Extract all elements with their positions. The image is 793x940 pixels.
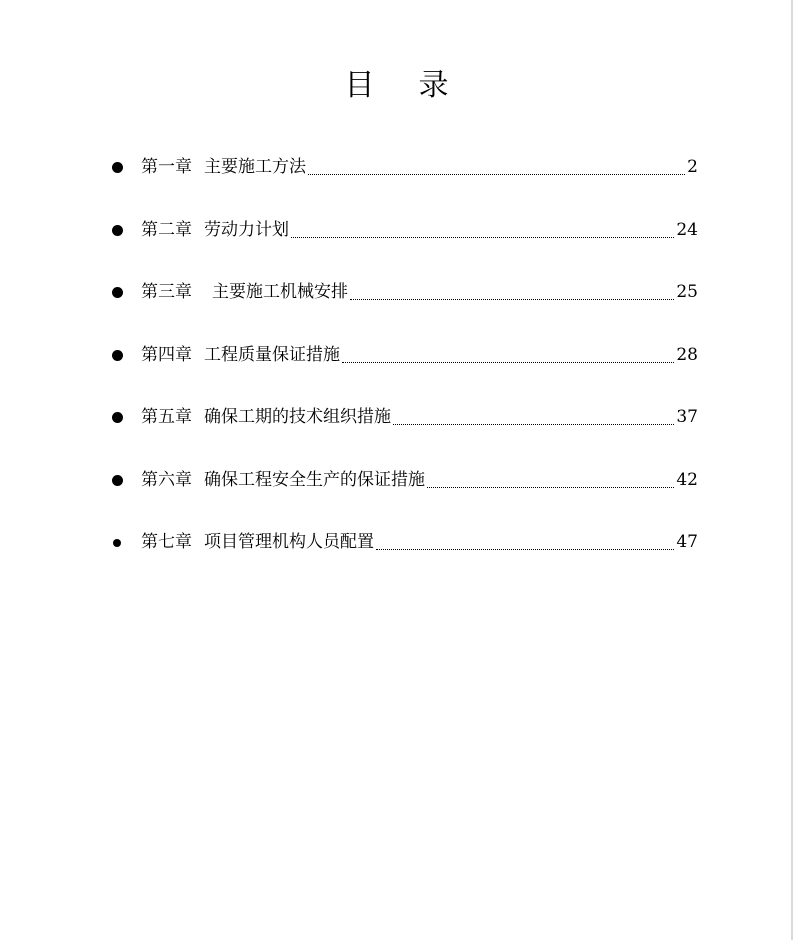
bullet-icon bbox=[112, 412, 123, 423]
toc-chapter-title: 确保工程安全生产的保证措施 bbox=[204, 469, 425, 490]
toc-chapter-label: 第三章 bbox=[141, 282, 192, 302]
toc-chapter-label: 第六章 bbox=[141, 469, 192, 490]
toc-page-number: 42 bbox=[676, 469, 698, 490]
toc-entry-text bbox=[141, 213, 698, 247]
bullet-icon bbox=[112, 225, 123, 236]
dot-leader bbox=[342, 362, 674, 363]
toc-entry-text bbox=[141, 463, 698, 497]
toc-chapter-title: 确保工期的技术组织措施 bbox=[204, 407, 391, 427]
toc-entry-4[interactable] bbox=[108, 338, 698, 401]
toc-entry-1[interactable] bbox=[108, 150, 698, 213]
toc-entry-text bbox=[141, 275, 698, 309]
toc-page-number: 24 bbox=[676, 219, 698, 240]
title-char-2: 录 bbox=[418, 68, 449, 104]
toc-entry-text bbox=[141, 150, 698, 184]
toc-chapter-title: 劳动力计划 bbox=[204, 219, 289, 240]
toc-entry-5[interactable] bbox=[108, 400, 698, 463]
toc-page-number: 47 bbox=[676, 532, 698, 552]
toc-page-number: 28 bbox=[676, 344, 698, 365]
dot-leader bbox=[308, 174, 685, 175]
title-char-1: 目 bbox=[344, 68, 375, 104]
dot-leader bbox=[393, 424, 674, 425]
dot-leader bbox=[427, 487, 674, 488]
table-of-contents bbox=[108, 150, 698, 588]
dot-leader bbox=[291, 237, 674, 238]
toc-chapter-label: 第二章 bbox=[141, 219, 192, 240]
toc-entry-text bbox=[141, 400, 698, 434]
toc-page-number: 37 bbox=[676, 407, 698, 427]
bullet-icon bbox=[112, 475, 123, 486]
bullet-icon bbox=[112, 350, 123, 361]
toc-chapter-title: 主要施工机械安排 bbox=[212, 282, 348, 302]
toc-chapter-title: 项目管理机构人员配置 bbox=[204, 532, 374, 552]
toc-chapter-title: 主要施工方法 bbox=[204, 157, 306, 177]
dot-leader bbox=[350, 299, 674, 300]
toc-entry-3[interactable] bbox=[108, 275, 698, 338]
toc-chapter-title: 工程质量保证措施 bbox=[204, 344, 340, 365]
toc-page-number: 2 bbox=[687, 157, 698, 177]
dot-leader bbox=[376, 549, 674, 550]
page-title bbox=[0, 60, 793, 104]
toc-entry-text bbox=[141, 338, 698, 372]
toc-page-number: 25 bbox=[676, 282, 698, 302]
bullet-icon bbox=[112, 287, 123, 298]
toc-entry-text bbox=[141, 525, 698, 559]
toc-entry-7[interactable] bbox=[108, 525, 698, 588]
bullet-icon bbox=[113, 539, 121, 547]
toc-chapter-label: 第五章 bbox=[141, 407, 192, 427]
toc-chapter-label: 第一章 bbox=[141, 157, 192, 177]
toc-chapter-label: 第四章 bbox=[141, 344, 192, 365]
toc-chapter-label: 第七章 bbox=[141, 532, 192, 552]
toc-entry-6[interactable] bbox=[108, 463, 698, 526]
bullet-icon bbox=[112, 162, 123, 173]
toc-entry-2[interactable] bbox=[108, 213, 698, 276]
